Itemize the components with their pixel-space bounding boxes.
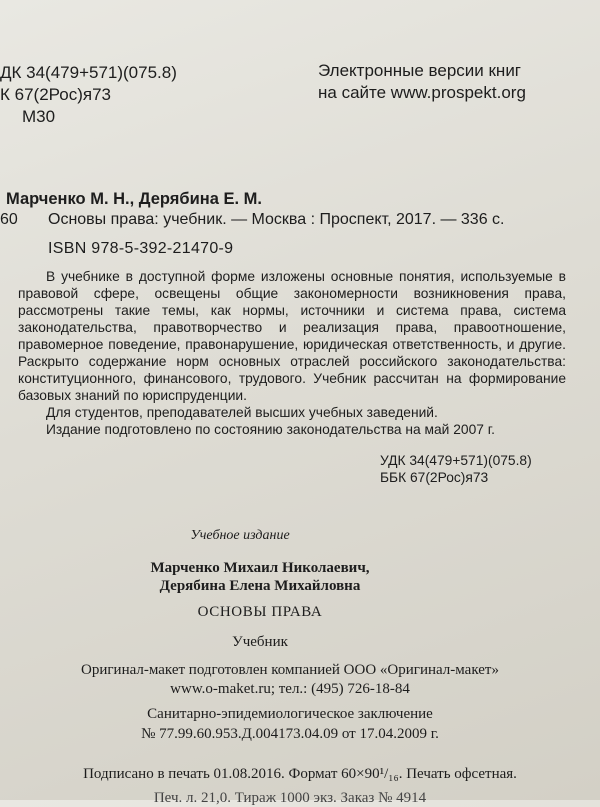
electronic-versions-line2: на сайте www.prospekt.org [318, 83, 526, 102]
layout-contacts: www.o-maket.ru; тел.: (495) 726-18-84 [170, 681, 410, 697]
book-title: ОСНОВЫ ПРАВА [197, 604, 323, 620]
print-signed-line: Подписано в печать 01.08.2016. Формат 60×90¹/₁₆. Печать офсетная. [83, 766, 517, 782]
classification-codes [380, 452, 532, 486]
abstract-paragraph: В учебнике в доступной форме изложены основные понятия, используемые в правовой сфере, освещены общие закономерности возникновения права, рассмотрены такие темы, как нормы, источники и система права, система законодательства, правотворчество и реализация права, правоотношение, правомерное поведение, правонарушение, юридическая ответственность, и другие. Раскрыто содержание норм основных отраслей российского законодательства: конституционного, финансового, трудового. Учебник рассчитан на формирование базовых знаний по юриспруденции. [18, 269, 566, 403]
abstract-legislation-date: Издание подготовлено по состоянию законодательства на май 2007 г. [46, 422, 495, 437]
isbn: ISBN 978-5-392-21470-9 [48, 240, 234, 257]
imprint-line: Основы права: учебник. — Москва : Проспект, 2017. — 336 с. [48, 211, 505, 228]
layout-credit: Оригинал-макет подготовлен компанией ООО «Оригинал-макет» [81, 662, 499, 678]
electronic-versions-line1: Электронные версии книг [318, 61, 522, 80]
udk-top: ДК 34(479+571)(075.8) [0, 63, 177, 82]
bbk-code: ББК 67(2Рос)я73 [380, 470, 489, 485]
author-full-name-2: Дерябина Елена Михайловна [159, 578, 361, 594]
abstract [18, 268, 566, 438]
side-number: 60 [0, 211, 18, 228]
electronic-versions-note [318, 60, 526, 104]
book-subtitle: Учебник [232, 634, 288, 650]
sanitary-conclusion-number: № 77.99.60.953.Д.004173.04.09 от 17.04.2009 г. [141, 726, 439, 742]
author-mark: М30 [22, 107, 56, 126]
edition-type: Учебное издание [190, 528, 290, 543]
abstract-audience: Для студентов, преподавателей высших учебных заведений. [46, 405, 438, 420]
show-through-text [300, 0, 560, 20]
author-full-name-1: Марченко Михаил Николаевич, [150, 560, 370, 576]
udk-code: УДК 34(479+571)(075.8) [380, 453, 532, 468]
authors-heading: Марченко М. Н., Дерябина Е. М. [6, 190, 262, 208]
sanitary-conclusion-title: Санитарно-эпидемиологическое заключение [147, 706, 433, 722]
print-run-line: Печ. л. 21,0. Тираж 1000 экз. Заказ № 4914 [153, 790, 427, 806]
bbk-top: К 67(2Рос)я73 [0, 85, 111, 104]
classification-block [0, 62, 177, 128]
